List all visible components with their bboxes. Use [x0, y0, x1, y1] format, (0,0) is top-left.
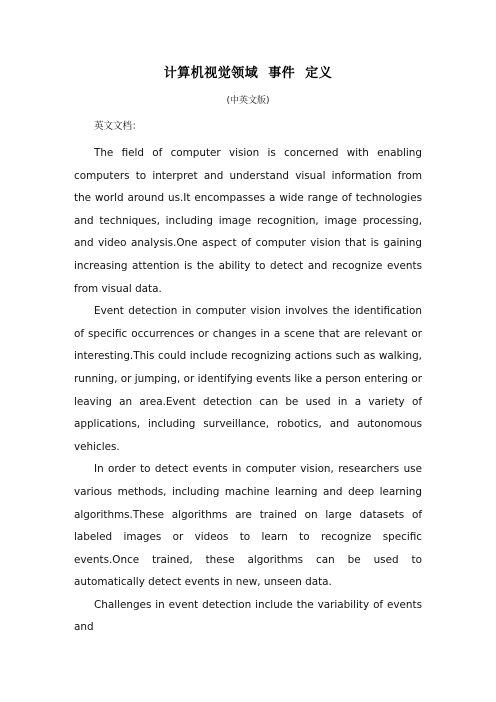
- paragraph: Challenges in event detection include the variability of events and: [74, 598, 422, 634]
- document-title: 计算机视觉领域 事件 定义: [163, 66, 333, 81]
- paragraph: In order to detect events in computer vision, researchers use various methods, including machine learning and deep learning algorithms.These algorithms are trained on large datasets of labeled images or videos to learn to recognize specific events.Once trained, these algorithms can be used to automatically detect events in new, unseen data.: [74, 463, 422, 589]
- document-subtitle: (中英文版): [226, 96, 270, 106]
- paragraph: The field of computer vision is concerned with enabling computers to interpret and understand visual information from the world around us.It encompasses a wide range of technologies and techniques, including image recognition, image processing, and video analysis.One aspect of computer vision that is gaining increasing attention is the ability to detect and recognize events from visual data.: [74, 147, 422, 295]
- section-label: 英文文档：: [94, 121, 142, 132]
- paragraph: Event detection in computer vision involves the identification of specific occurrences or changes in a scene that are relevant or interesting.This could include recognizing actions such as walking, running, or jumping, or identifying events like a person entering or leaving an area.Event detection can be used in a variety of applications, including surveillance, robotics, and autonomous vehicles.: [74, 305, 422, 453]
- body-text: [74, 142, 422, 639]
